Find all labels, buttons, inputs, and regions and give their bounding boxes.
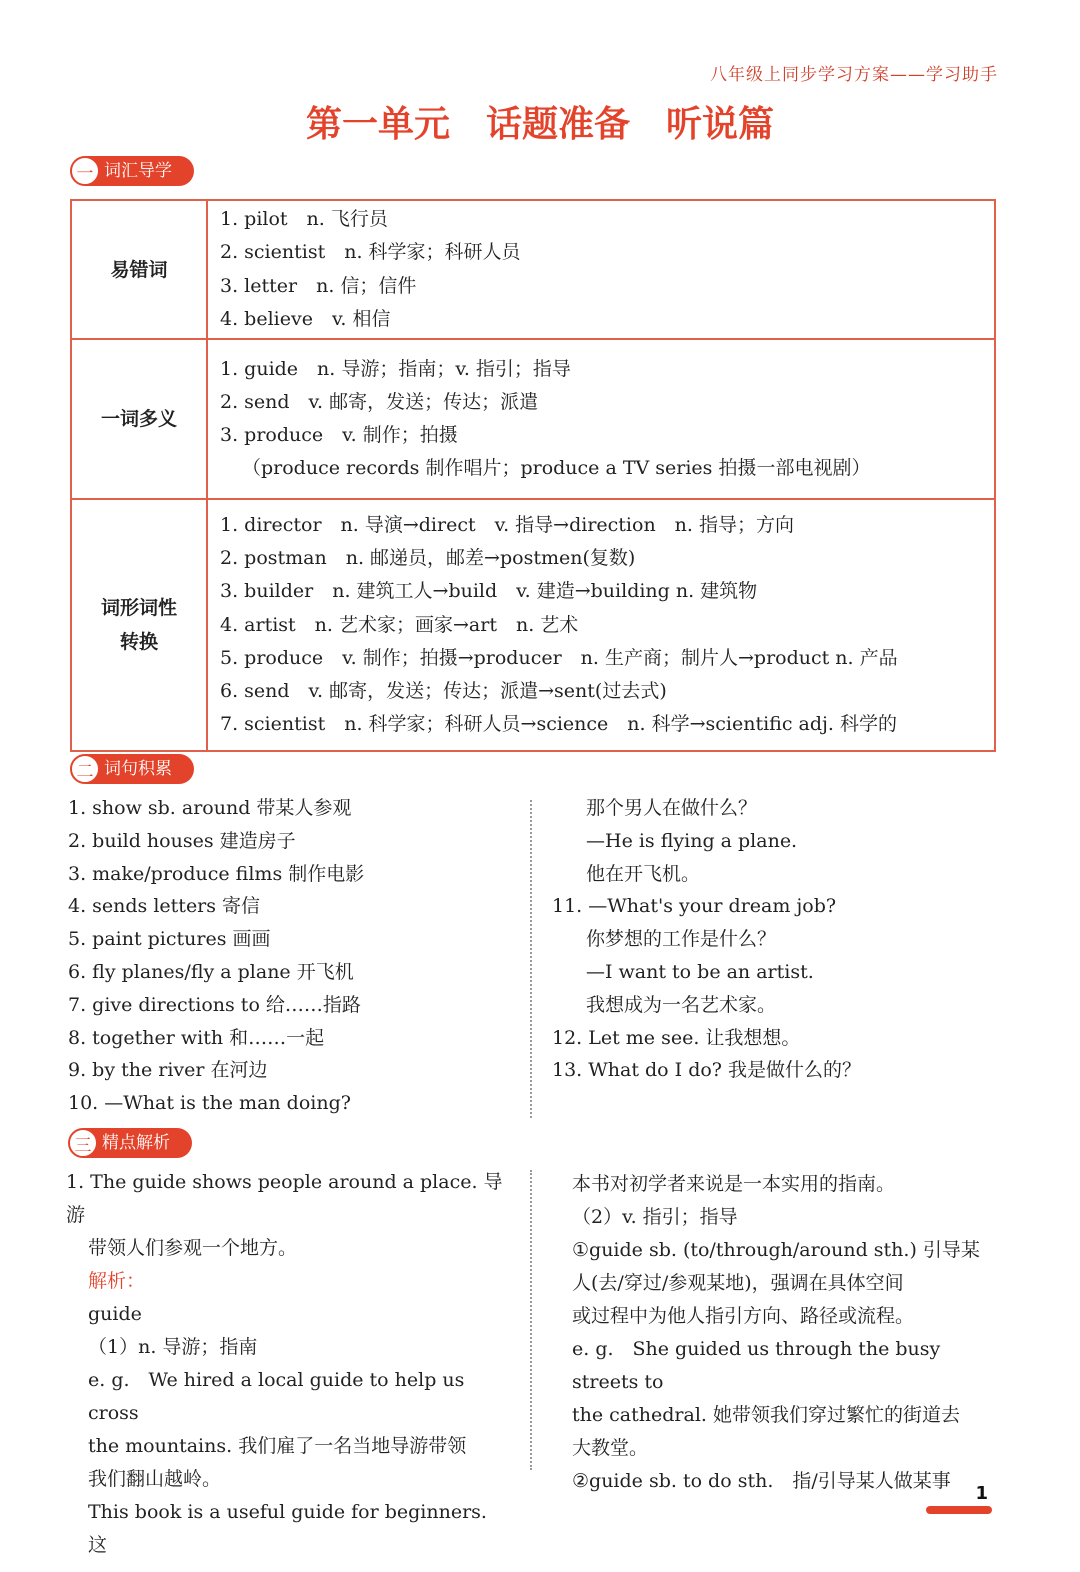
phrases-right-column	[552, 792, 1002, 1087]
items-cell	[207, 200, 995, 339]
section-label: 词汇导学	[86, 156, 194, 186]
vocab-item: 2. postman n. 邮递员，邮差→postmen(复数)	[220, 546, 636, 569]
phrase-item: 2. build houses 建造房子	[68, 829, 296, 852]
page-number-bar	[926, 1506, 992, 1514]
phrase-item: 10. —What is the man doing?	[68, 1092, 351, 1115]
analysis-right-column	[572, 1168, 992, 1498]
analysis-line: the cathedral. 她带领我们穿过繁忙的街道去	[572, 1404, 960, 1426]
phrase-item: 11. —What's your dream job?	[552, 895, 837, 918]
section-label: 词句积累	[86, 754, 194, 784]
vocab-item: 1. guide n. 导游；指南；v. 指引；指导	[220, 357, 571, 380]
analysis-line: 本书对初学者来说是一本实用的指南。	[572, 1173, 896, 1195]
vocab-item: 4. believe v. 相信	[220, 307, 391, 330]
vocab-table	[70, 199, 996, 752]
category-cell: 词形词性 转换	[71, 499, 207, 751]
vocab-item: 3. letter n. 信；信件	[220, 274, 417, 297]
title-topic: 话题准备	[485, 104, 630, 145]
series-header: 八年级上同步学习方案——学习助手	[710, 65, 998, 85]
title-type: 听说篇	[666, 104, 775, 145]
phrase-item: 12. Let me see. 让我想想。	[552, 1026, 801, 1049]
vocab-row-word-forms	[71, 499, 995, 751]
analysis-line: （1）n. 导游；指南	[88, 1336, 258, 1358]
section-badge-analysis	[68, 1128, 192, 1158]
vocab-item: 2. send v. 邮寄，发送；传达；派遣	[220, 390, 539, 413]
analysis-line: e. g. She guided us through the busy streets to	[572, 1338, 941, 1393]
phrase-item: 3. make/produce films 制作电影	[68, 862, 365, 885]
phrase-item: 8. together with 和……一起	[68, 1026, 325, 1049]
items-cell	[207, 499, 995, 751]
analysis-line: （2）v. 指引；指导	[572, 1206, 738, 1228]
phrase-item: 6. fly planes/fly a plane 开飞机	[68, 960, 354, 983]
analysis-line: 带领人们参观一个地方。	[88, 1237, 298, 1259]
section-badge-phrases	[70, 754, 194, 784]
phrase-item: 他在开飞机。	[586, 862, 701, 885]
section-badge-vocab	[70, 156, 194, 186]
phrase-item: 5. paint pictures 画画	[68, 928, 271, 951]
phrase-item: 7. give directions to 给……指路	[68, 993, 361, 1016]
vocab-item: 1. pilot n. 飞行员	[220, 208, 388, 230]
title-unit: 第一单元	[305, 104, 450, 145]
vocab-item: 4. artist n. 艺术家；画家→art n. 艺术	[220, 613, 579, 636]
analysis-line: 大教堂。	[572, 1437, 649, 1459]
column-divider	[530, 800, 532, 1118]
analysis-line: 我们翻山越岭。	[88, 1468, 222, 1490]
phrase-item: 9. by the river 在河边	[68, 1059, 268, 1082]
vocab-row-error-prone	[71, 200, 995, 339]
analysis-line: 或过程中为他人指引方向、路径或流程。	[572, 1305, 915, 1327]
phrase-item: 那个男人在做什么？	[586, 797, 758, 819]
analysis-line: This book is a useful guide for beginners. 这	[88, 1501, 506, 1556]
phrase-item: —He is flying a plane.	[586, 829, 798, 852]
vocab-item: 3. produce v. 制作；拍摄	[220, 424, 458, 447]
vocab-item: 1. director n. 导演→direct v. 指导→direction n. 指导；方向	[220, 513, 794, 536]
category-cell: 易错词	[71, 200, 207, 339]
section-number: 一	[70, 156, 100, 186]
analysis-line: 1. The guide shows people around a place. 导游	[66, 1171, 503, 1226]
vocab-item: （produce records 制作唱片；produce a TV series 拍摄一部电视剧）	[242, 457, 871, 480]
vocab-item: 5. produce v. 制作；拍摄→producer n. 生产商；制片人→product n. 产品	[220, 646, 898, 669]
analysis-left-column	[66, 1166, 511, 1562]
vocab-item: 6. send v. 邮寄，发送；传达；派遣→sent(过去式)	[220, 680, 667, 703]
phrase-item: 1. show sb. around 带某人参观	[68, 797, 352, 819]
phrase-item: 你梦想的工作是什么？	[586, 928, 777, 951]
phrase-item: 13. What do I do? 我是做什么的？	[552, 1059, 862, 1082]
section-label: 精点解析	[84, 1128, 192, 1158]
analysis-line: e. g. We hired a local guide to help us cross	[88, 1369, 465, 1424]
analysis-line: 人(去/穿过/参观某地)，强调在具体空间	[572, 1272, 904, 1294]
items-cell	[207, 339, 995, 499]
vocab-item: 7. scientist n. 科学家；科研人员→science n. 科学→scientific adj. 科学的	[220, 713, 897, 736]
page-number: 1	[975, 1483, 988, 1504]
column-divider	[530, 1170, 532, 1470]
phrase-item: —I want to be an artist.	[586, 960, 814, 983]
analysis-note-label: 解析：	[88, 1270, 146, 1292]
vocab-item: 3. builder n. 建筑工人→build v. 建造→building n. 建筑物	[220, 580, 758, 603]
phrase-item: 4. sends letters 寄信	[68, 895, 261, 918]
analysis-line: guide	[88, 1303, 142, 1325]
phrases-left-column	[68, 792, 518, 1120]
section-number: 二	[70, 754, 100, 784]
section-number: 三	[68, 1128, 98, 1158]
phrase-item: 我想成为一名艺术家。	[586, 993, 777, 1016]
analysis-line: the mountains. 我们雇了一名当地导游带领	[88, 1435, 467, 1457]
category-cell: 一词多义	[71, 339, 207, 499]
analysis-line: ②guide sb. to do sth. 指/引导某人做某事	[572, 1470, 951, 1492]
vocab-item: 2. scientist n. 科学家；科研人员	[220, 241, 521, 264]
analysis-line: ①guide sb. (to/through/around sth.) 引导某	[572, 1239, 980, 1261]
vocab-row-polysemy	[71, 339, 995, 499]
page-title	[0, 96, 1080, 147]
